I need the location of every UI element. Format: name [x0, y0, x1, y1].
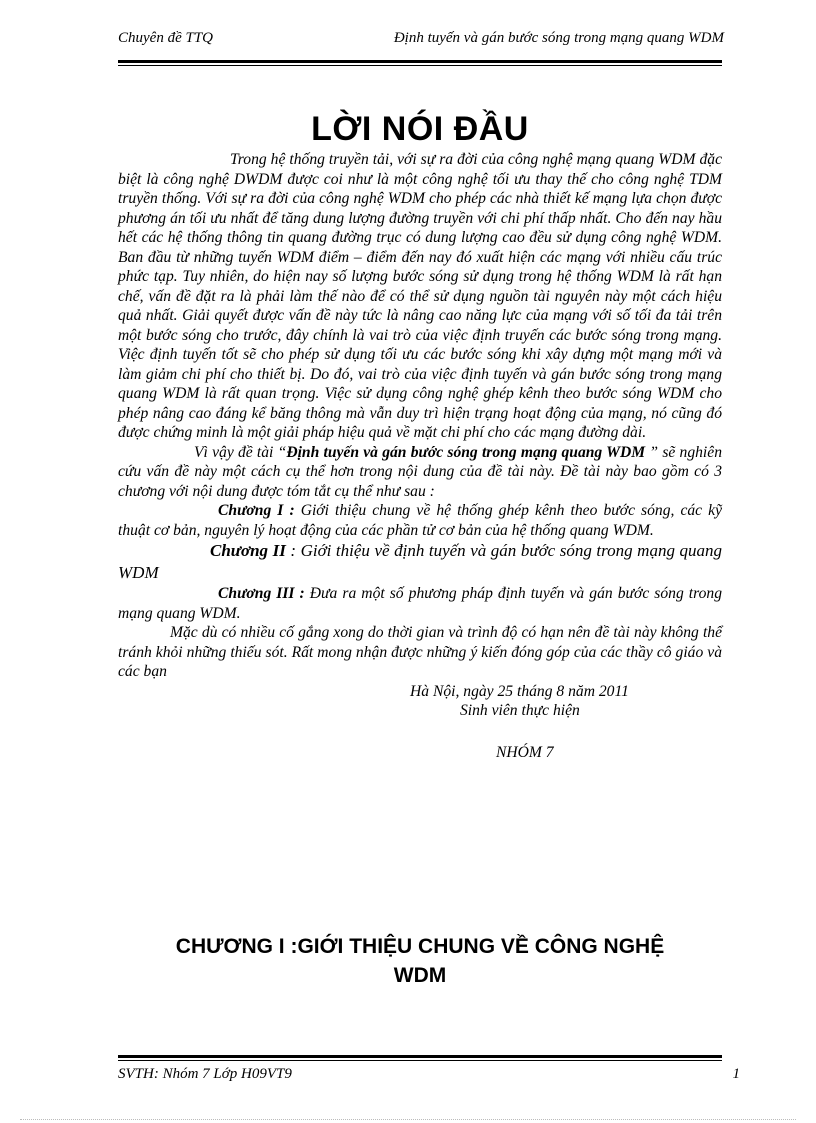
chapter-heading-line-2: WDM	[393, 964, 447, 987]
signature-place-date: Hà Nội, ngày 25 tháng 8 năm 2011	[410, 682, 629, 700]
page-break-line	[20, 1119, 796, 1120]
page-header	[118, 30, 724, 52]
chapter-1-text: Giới thiệu chung về hệ thống ghép kênh theo bước sóng, các kỹ thuật cơ bản, nguyên lý hoạt động của các phần tử cơ bản của hệ thống quang WDM.	[118, 502, 723, 539]
topic-title-bold: Định tuyến và gán bước sóng trong mạng quang WDM	[286, 443, 646, 461]
chapter-2-label: Chương II	[210, 541, 286, 560]
paragraph-closing: Mặc dù có nhiều cố gắng xong do thời gian và trình độ có hạn nên đề tài này không thể tránh khỏi những thiếu sót. Rất mong nhận được những ý kiến đóng góp của các thầy cô giáo và các bạn	[118, 624, 722, 680]
paragraph-topic	[118, 443, 722, 502]
paragraph-chapter-2	[118, 540, 722, 584]
document-body	[118, 150, 722, 762]
footer-rule	[118, 1055, 722, 1061]
chapter-heading-line-1: CHƯƠNG I :GIỚI THIỆU CHUNG VỀ CÔNG NGHỆ	[175, 935, 665, 958]
paragraph-intro: Trong hệ thống truyền tải, với sự ra đời của công nghệ mạng quang WDM đặc biệt là công nghệ DWDM được coi như là một công nghệ tối ưu thay thế cho công nghệ TDM truyền thống. Với sự ra đời của công nghệ WDM cho phép các nhà thiết kế mạng lựa chọn được phương án tối ưu nhất để tăng dung lượng đường truyền với chi phí thấp nhất. Cho đến nay hầu hết các hệ thống thông tin quang đường trục có dung lượng cao đều sử dụng công nghệ WDM. Ban đầu từ những tuyến WDM điểm – điểm đến nay đó xuất hiện các mạng với nhiều cấu trúc phức tạp. Tuy nhiên, do hiện nay số lượng bước sóng sử dụng trong hệ thống WDM là rất hạn chế, vấn đề đặt ra là phải làm thế nào để có thể sử dụng nguồn tài nguyên này một cách hiệu quả nhất. Giải quyết được vấn đề này tức là nâng cao năng lực của mạng với số tối đa tải trên một bước sóng cho trước, đây chính là vai trò của việc định truyến các bước sóng trong mạng. Việc định tuyến tốt sẽ cho phép sử dụng tối ưu các bước sóng khi xây dựng một mạng mới và làm giảm chi phí cho thiết bị. Do đó, vai trò của việc định tuyến và gán bước sóng trong mạng quang WDM là rất quan trọng. Việc sử dụng công nghệ ghép kênh theo bước sóng WDM cho phép nâng cao đáng kể băng thông mà vẫn duy trì hiện trạng hoạt động của mạng, nó cũng đó được chứng minh là một giải pháp hiệu quả về mặt chi phí cho các mạng đường dài.	[118, 151, 722, 441]
paragraph-chapter-3	[118, 584, 722, 623]
chapter-1-label: Chương I :	[218, 502, 295, 519]
signature-name: NHÓM 7	[496, 743, 554, 761]
signature-role: Sinh viên thực hiện	[460, 702, 580, 719]
chapter-3-label: Chương III :	[218, 585, 305, 602]
footer-left-text: SVTH: Nhóm 7 Lớp H09VT9	[118, 1066, 292, 1082]
page-title: LỜI NÓI ĐẦU	[311, 110, 529, 148]
chapter-2-text: : Giới thiệu về định tuyến và gán bước sóng trong mạng quang WDM	[118, 541, 722, 582]
paragraph-chapter-1	[118, 501, 722, 540]
page-number: 1	[732, 1066, 740, 1082]
chapter-heading	[118, 932, 722, 990]
header-right-text: Định tuyến và gán bước sóng trong mạng quang WDM	[393, 30, 724, 46]
header-left-text: Chuyên đề TTQ	[118, 30, 213, 46]
topic-text-after: ” sẽ nghiên cứu vấn đề này một cách cụ thể hơn trong nội dung của đề tài này. Đề tài này bao gồm có 3 chương với nội dung được tóm tắt cụ thể như sau :	[118, 443, 722, 500]
header-rule	[118, 60, 722, 66]
topic-text-before: Vì vậy đề tài “	[194, 443, 287, 461]
chapter-3-text: Đưa ra một số phương pháp định tuyến và gán bước sóng trong mạng quang WDM.	[118, 585, 723, 622]
